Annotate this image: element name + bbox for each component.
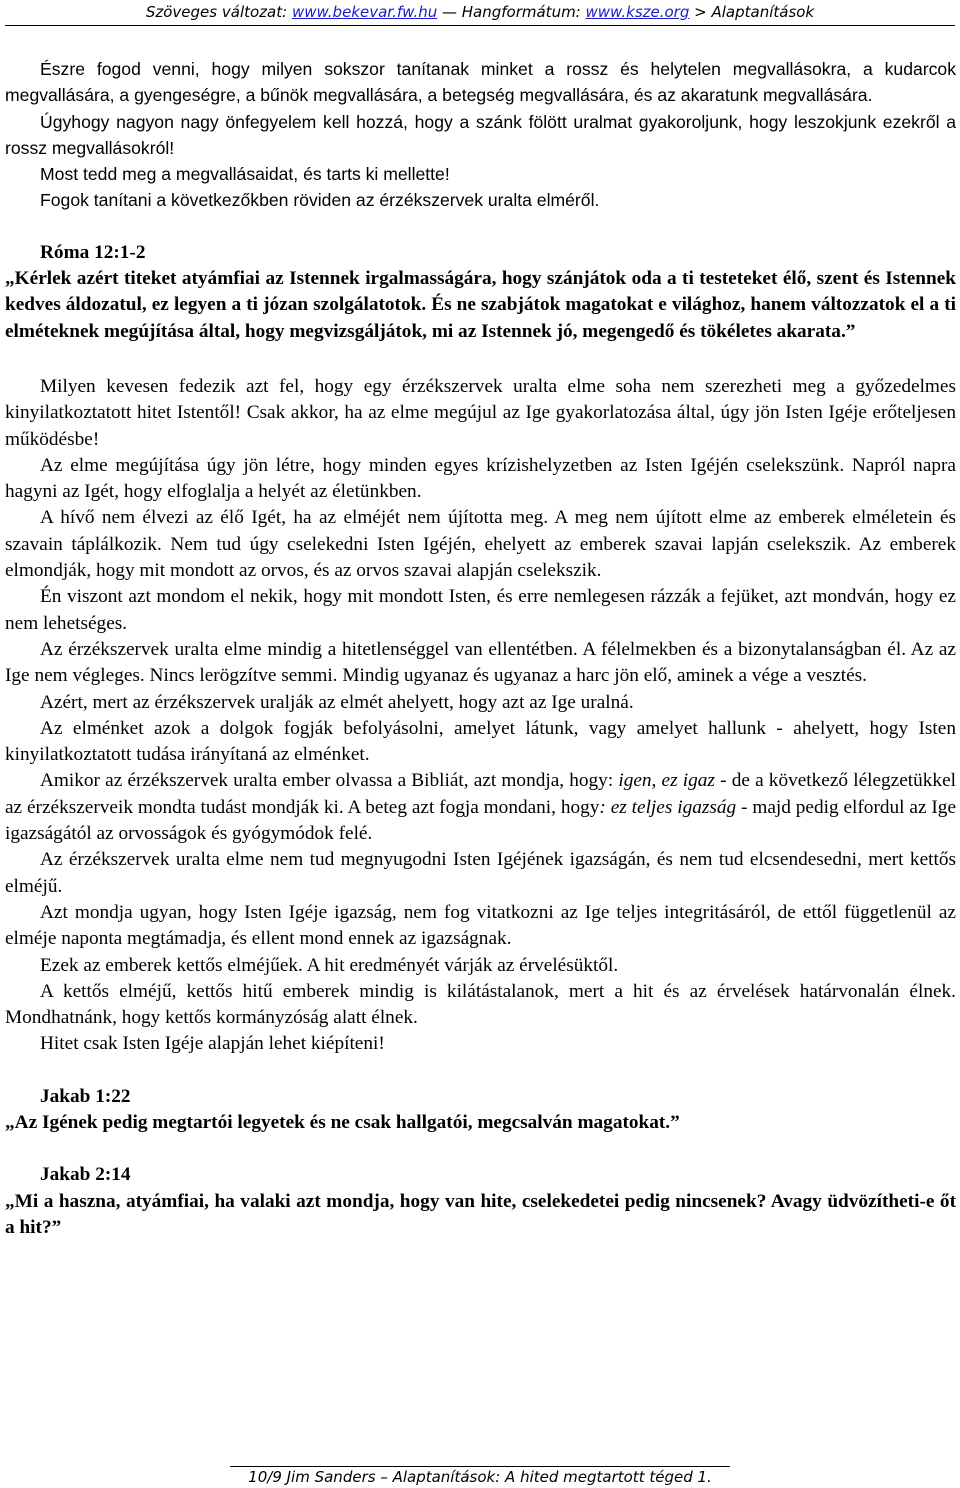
paragraph-self-control: Úgyhogy nagyon nagy önfegyelem kell hozzá, hogy a szánk fölött uralmat gyakoroljunk, hogy leszokjunk ezekről a rossz megvallásokról! bbox=[5, 111, 956, 158]
scripture-reference-romans: Róma 12:1-2 bbox=[40, 241, 146, 263]
page-footer: 10/9 Jim Sanders – Alaptanítások: A hited megtartott téged 1. bbox=[248, 1468, 712, 1486]
page-header bbox=[0, 2, 960, 22]
scripture-quote-james-1: „Az Igének pedig megtartói legyetek és ne csak hallgatói, megcsalván magatokat.” bbox=[5, 1111, 680, 1133]
header-separator: — Hangformátum: bbox=[437, 3, 586, 21]
paragraph-double-minded-people: Ezek az emberek kettős elméjűek. A hit eredményét várják az érvelésüktől. bbox=[40, 954, 619, 976]
paragraph-hopeless: A kettős elméjű, kettős hitű emberek mindig is kilátástalanok, mert a hit és az érvelések határvonalán élnek. Mondhatnánk, hogy kettős kormányzóság alatt élnek. bbox=[5, 980, 956, 1029]
paragraph-renewal: Az elme megújítása úgy jön létre, hogy minden egyes krízishelyzetben az Isten Igéjén cselekszünk. Napról napra hagyni az Igét, hogy elfoglalja a helyét az életünkben. bbox=[5, 454, 956, 503]
scripture-quote-romans: „Kérlek azért titeket atyámfiai az Istennek irgalmasságára, hogy szánjátok oda a ti testeteket élő, szent és Istennek kedves áldozatul, ez legyen a ti józan szolgálatotok. És ne szabjátok magatokat e világhoz, hanem változzatok el a ti elméteknek megújítása által, hogy megvizsgáljátok, mi az Istennek jó, megengedő és tökéletes akarata.” bbox=[5, 268, 956, 342]
paragraph-make-confessions: Most tedd meg a megvallásaidat, és tarts ki mellette! bbox=[40, 164, 450, 185]
paragraph-reading-bible bbox=[5, 768, 956, 847]
paragraph-unrenewed-mind: A hívő nem élvezi az élő Igét, ha az elméjét nem újította meg. A meg nem újított elme az emberek elméletein és szavain táplálkozik. Nem tud úgy cselekedni Isten Igéjén, ehelyett az emberek szavai lapján cselekszik. Az emberek elmondják, hogy mit mondott az orvos, és az orvos szavai alapján cselekszik. bbox=[5, 507, 956, 582]
italic-phrase: igen, ez igaz bbox=[618, 770, 715, 792]
header-label: Szöveges változat: bbox=[145, 3, 292, 21]
paragraph-influence: Az elménket azok a dolgok fogják befolyásolni, amelyet látunk, vagy amelyet hallunk - ahelyett, hogy Isten kinyilatkoztatott tudása irányítaná az elménket. bbox=[5, 717, 956, 766]
paragraph-double-minded: Az érzékszervek uralta elme nem tud megnyugodni Isten Igéjének igazságán, és nem tud elcsendesedni, mert kettős elméjű. bbox=[5, 849, 956, 897]
text-run: - majd pedig elfordul az Ige igazságától az orvosságok és gyógymódok felé. bbox=[5, 796, 956, 845]
paragraph-build-faith: Hitet csak Isten Igéje alapján lehet kiépíteni! bbox=[40, 1033, 385, 1055]
paragraph-confessions: Észre fogod venni, hogy milyen sokszor tanítanak minket a rossz és helytelen megvallásokra, a kudarcok megvallására, a gyengeségre, a bűnök megvallására, a betegség megvallására, és az akaratunk megvallására. bbox=[5, 59, 956, 106]
paragraph-teaching-intro: Fogok tanítani a következőkben röviden az érzékszervek uralta elméről. bbox=[40, 190, 600, 211]
paragraph-integrity: Azt mondja ugyan, hogy Isten Igéje igazság, nem fog vitatkozni az Ige teljes integritásáról, de ettől függetlenül az elméje naponta megtámadja, és ellent mond ennek az igazságnak. bbox=[5, 901, 956, 950]
ksze-link[interactable]: www.ksze.org bbox=[585, 3, 690, 21]
document-body bbox=[5, 56, 956, 1241]
paragraph-unbelief: Az érzékszervek uralta elme mindig a hitetlenséggel van ellentétben. A félelmekben és a bizonytalanságban él. Az az Ige nem végleges. Nincs lerögzítve semmi. Mindig ugyanaz és ugyanaz a harc jön elő, aminek a vége a vesztés. bbox=[5, 638, 956, 687]
scripture-quote-james-2: „Mi a haszna, atyámfiai, ha valaki azt mondja, hogy van hite, cselekedetei pedig nincsenek? Avagy üdvözítheti-e őt a hit?” bbox=[5, 1190, 956, 1238]
scripture-reference-james-2: Jakab 2:14 bbox=[40, 1164, 131, 1186]
header-rule bbox=[5, 25, 955, 26]
text-run: Amikor az érzékszervek uralta ember olvassa a Bibliát, azt mondja, hogy: bbox=[40, 770, 619, 792]
header-section: > Alaptanítások bbox=[689, 3, 815, 21]
italic-phrase: : ez teljes igazság bbox=[599, 796, 737, 818]
bekevar-link[interactable]: www.bekevar.fw.hu bbox=[291, 3, 438, 21]
scripture-reference-james-1: Jakab 1:22 bbox=[40, 1085, 131, 1107]
paragraph-sense-ruled-mind: Milyen kevesen fedezik azt fel, hogy egy érzékszervek uralta elme soha nem szerezheti meg a győzedelmes kinyilatkoztatott hitet Istentől! Csak akkor, ha az elme megújul az Ige gyakorlatozása által, úgy jön Isten Igéje erőteljesen működésbe! bbox=[5, 375, 956, 450]
text-run: - de a következő lélegzetükkel az érzékszerveik mondta tudást mondják ki. A beteg azt fogja mondani, hogy bbox=[5, 770, 956, 818]
paragraph-what-god-said: Én viszont azt mondom el nekik, hogy mit mondott Isten, és erre nemlegesen rázzák a fejüket, azt mondván, hogy ez nem lehetséges. bbox=[5, 586, 956, 634]
paragraph-senses-rule: Azért, mert az érzékszervek uralják az elmét ahelyett, hogy azt az Ige uralná. bbox=[40, 691, 634, 713]
